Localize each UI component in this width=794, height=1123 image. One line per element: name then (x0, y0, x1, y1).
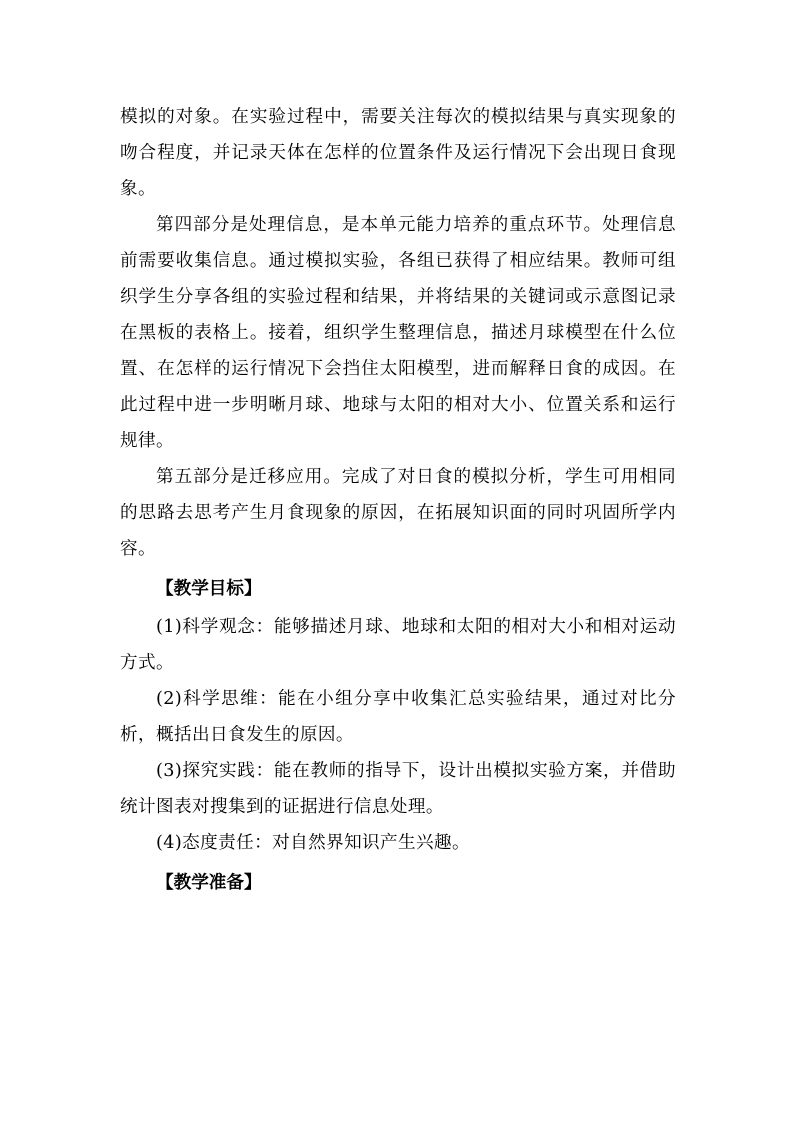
goal-item-2: (2)科学思维：能在小组分享中收集汇总实验结果，通过对比分析，概括出日食发生的原因。 (120, 689, 676, 745)
paragraph-part-four: 第四部分是处理信息，是本单元能力培养的重点环节。处理信息前需要收集信息。通过模拟实验，各组已获得了相应结果。教师可组织学生分享各组的实验过程和结果，并将结果的关键词或示意图记录在黑板的表格上。接着，组织学生整理信息，描述月球模型在什么位置、在怎样的运行情况下会挡住太阳模型，进而解释日食的成因。在此过程中进一步明晰月球、地球与太阳的相对大小、位置关系和运行规律。 (120, 215, 676, 451)
paragraph-simulation: 模拟的对象。在实验过程中，需要关注每次的模拟结果与真实现象的吻合程度，并记录天体在怎样的位置条件及运行情况下会出现日食现象。 (120, 107, 676, 199)
goal-item-3: (3)探究实践：能在教师的指导下，设计出模拟实验方案，并借助统计图表对搜集到的证据进行信息处理。 (120, 761, 676, 817)
heading-teaching-preparation: 【教学准备】 (156, 873, 262, 893)
heading-teaching-goals: 【教学目标】 (156, 579, 262, 599)
goal-item-1: (1)科学观念：能够描述月球、地球和太阳的相对大小和相对运动方式。 (120, 617, 676, 673)
paragraph-part-five: 第五部分是迁移应用。完成了对日食的模拟分析，学生可用相同的思路去思考产生月食现象的原因，在拓展知识面的同时巩固所学内容。 (120, 467, 676, 559)
goal-item-4: (4)态度责任：对自然界知识产生兴趣。 (156, 833, 471, 853)
document-page (120, 99, 676, 903)
